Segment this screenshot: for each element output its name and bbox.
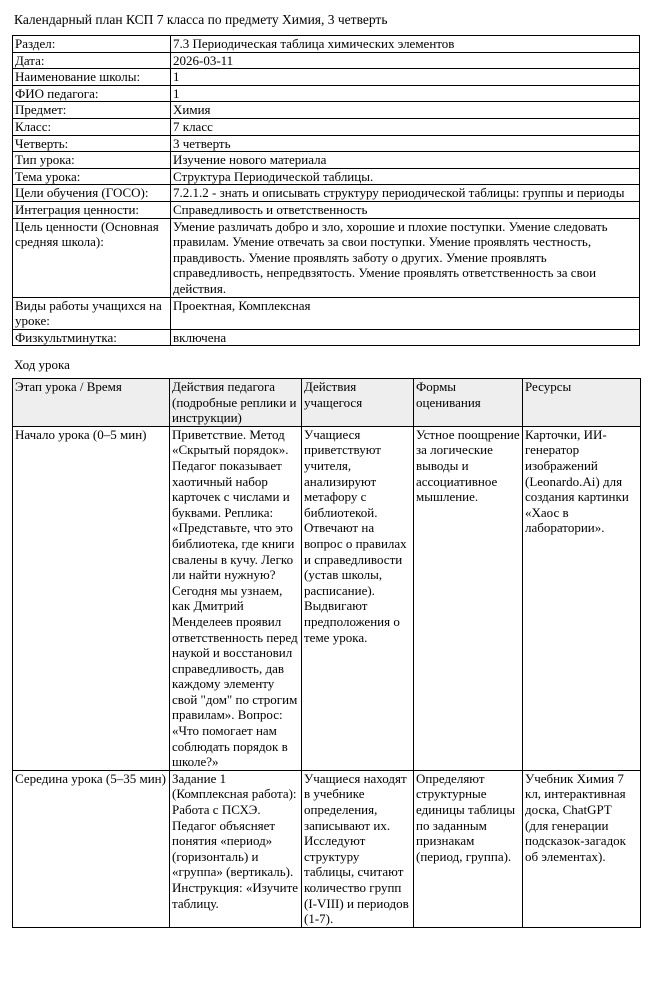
info-row [13, 329, 640, 346]
student-cell: Учащиеся приветствуют учителя, анализируют метафору с библиотекой. Отвечают на вопрос о правилах и справедливости (устав школы, расписание). Выдвигают предположения о теме урока. [302, 426, 414, 770]
info-value: 2026-03-11 [171, 52, 640, 69]
assessment-cell: Определяют структурные единицы таблицы по заданным признакам (период, группа). [414, 770, 523, 927]
info-key: ФИО педагога: [13, 85, 171, 102]
section-label: Ход урока [14, 357, 70, 372]
info-value: включена [171, 329, 640, 346]
teacher-cell: Задание 1 (Комплексная работа): Работа с ПСХЭ. Педагог объясняет понятия «период» (горизонталь) и «группа» (вертикаль). Инструкция: «Изучите таблицу. [170, 770, 302, 927]
page-title: Календарный план КСП 7 класса по предмету Химия, 3 четверть [14, 12, 388, 27]
student-cell: Учащиеся находят в учебнике определения, записывают их. Исследуют структуру таблицы, считают количество групп (I-VIII) и периодов (1-7). [302, 770, 414, 927]
info-row [13, 102, 640, 119]
info-row [13, 218, 640, 297]
header-resources: Ресурсы [523, 379, 641, 427]
lesson-plan-table [12, 378, 641, 928]
info-row [13, 185, 640, 202]
info-value: Умение различать добро и зло, хорошие и плохие поступки. Умение следовать правилам. Умение отвечать за свои поступки. Умение проявлять честность, правдивость. Умение проявлять заботу о других. Умение проявлять справедливость, непредвзятость. Умение проявлять ответственность за свои действия. [171, 218, 640, 297]
info-row [13, 36, 640, 53]
teacher-cell: Приветствие. Метод «Скрытый порядок». Педагог показывает хаотичный набор карточек с числами и буквами. Реплика: «Представьте, что это библиотека, где книги свалены в кучу. Легко ли найти нужную? Сегодня мы узнаем, как Дмитрий Менделеев проявил ответственность перед наукой и восстановил справедливость, дав каждому элементу свой "дом" по строгим правилам». Вопрос: «Что помогает нам соблюдать порядок в школе?» [170, 426, 302, 770]
stage-cell: Середина урока (5–35 мин) [13, 770, 170, 927]
info-row [13, 69, 640, 86]
info-value: Справедливость и ответственность [171, 201, 640, 218]
lesson-info-table [12, 35, 640, 346]
info-key: Предмет: [13, 102, 171, 119]
header-student: Действия учащегося [302, 379, 414, 427]
header-assessment: Формы оценивания [414, 379, 523, 427]
info-value: Изучение нового материала [171, 152, 640, 169]
info-value: 7.3 Периодическая таблица химических элементов [171, 36, 640, 53]
info-value: Проектная, Комплексная [171, 297, 640, 329]
info-value: 3 четверть [171, 135, 640, 152]
assessment-cell: Устное поощрение за логические выводы и ассоциативное мышление. [414, 426, 523, 770]
stage-cell: Начало урока (0–5 мин) [13, 426, 170, 770]
resources-cell: Учебник Химия 7 кл, интерактивная доска, ChatGPT (для генерации подсказок-загадок об элементах). [523, 770, 641, 927]
info-key: Класс: [13, 118, 171, 135]
header-teacher: Действия педагога (подробные реплики и инструкции) [170, 379, 302, 427]
info-key: Тема урока: [13, 168, 171, 185]
info-value: 1 [171, 85, 640, 102]
info-key: Цели обучения (ГОСО): [13, 185, 171, 202]
info-row [13, 135, 640, 152]
table-row [13, 426, 641, 770]
info-key: Физкультминутка: [13, 329, 171, 346]
info-key: Наименование школы: [13, 69, 171, 86]
info-value: 7 класс [171, 118, 640, 135]
info-value: Химия [171, 102, 640, 119]
info-key: Тип урока: [13, 152, 171, 169]
info-row [13, 152, 640, 169]
info-value: 7.2.1.2 - знать и описывать структуру периодической таблицы: группы и периоды [171, 185, 640, 202]
info-row [13, 85, 640, 102]
info-key: Интеграция ценности: [13, 201, 171, 218]
info-row [13, 297, 640, 329]
info-row [13, 118, 640, 135]
info-value: Структура Периодической таблицы. [171, 168, 640, 185]
info-value: 1 [171, 69, 640, 86]
plan-header-row [13, 379, 641, 427]
table-row [13, 770, 641, 927]
info-key: Четверть: [13, 135, 171, 152]
info-row [13, 201, 640, 218]
info-key: Раздел: [13, 36, 171, 53]
info-key: Виды работы учащихся на уроке: [13, 297, 171, 329]
info-key: Дата: [13, 52, 171, 69]
resources-cell: Карточки, ИИ-генератор изображений (Leonardo.Ai) для создания картинки «Хаос в лаборатории». [523, 426, 641, 770]
info-row [13, 52, 640, 69]
header-stage: Этап урока / Время [13, 379, 170, 427]
info-key: Цель ценности (Основная средняя школа): [13, 218, 171, 297]
info-row [13, 168, 640, 185]
